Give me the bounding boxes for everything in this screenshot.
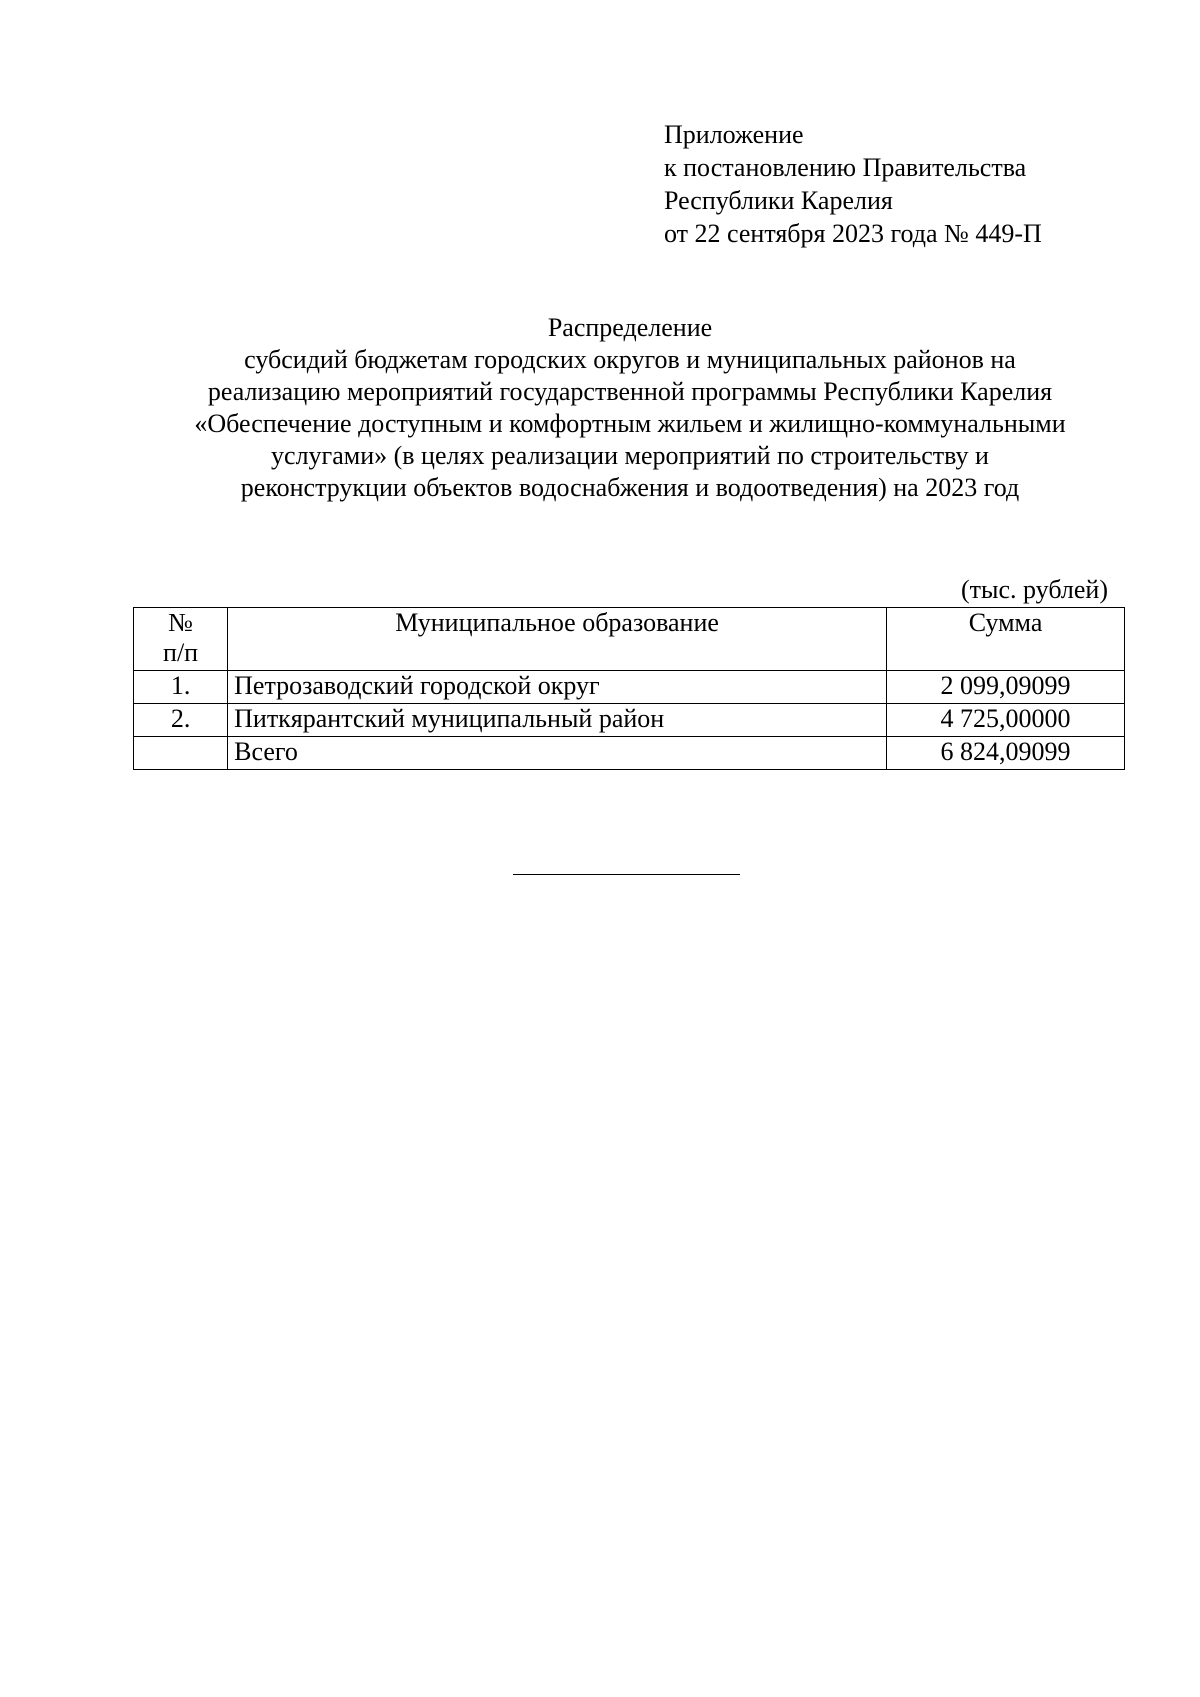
table-header-row [134,608,1125,671]
appendix-block [664,118,1042,250]
appendix-title: Приложение [664,120,804,149]
row-number: 2. [134,704,228,737]
total-number [134,737,228,770]
end-divider [513,874,740,875]
row-number: 1. [134,671,228,704]
row-sum: 4 725,00000 [887,704,1125,737]
table-row [134,671,1125,704]
heading-line: субсидий бюджетам городских округов и муниципальных районов на [244,345,1016,374]
header-sum: Сумма [887,608,1125,671]
appendix-date-number: от 22 сентября 2023 года № 449-П [664,219,1042,248]
total-sum: 6 824,09099 [887,737,1125,770]
row-sum: 2 099,09099 [887,671,1125,704]
header-number [134,608,228,671]
allocation-table [133,607,1125,770]
document-heading [100,312,1160,504]
appendix-government: Республики Карелия [664,186,893,215]
units-note: (тыс. рублей) [960,575,1108,604]
header-number-sign: № [168,608,193,637]
row-municipality: Питкярантский муниципальный район [228,704,887,737]
heading-title: Распределение [547,313,713,342]
header-number-abbr: п/п [163,638,199,667]
heading-line: «Обеспечение доступным и комфортным жильем и жилищно-коммунальными [194,409,1066,438]
header-municipality: Муниципальное образование [228,608,887,671]
heading-line: реконструкции объектов водоснабжения и водоотведения) на 2023 год [240,473,1020,502]
heading-line: услугами» (в целях реализации мероприятий по строительству и [271,441,989,470]
total-label: Всего [228,737,887,770]
heading-line: реализацию мероприятий государственной программы Республики Карелия [207,377,1053,406]
table-row [134,704,1125,737]
row-municipality: Петрозаводский городской округ [228,671,887,704]
appendix-reference: к постановлению Правительства [664,153,1027,182]
table-total-row [134,737,1125,770]
